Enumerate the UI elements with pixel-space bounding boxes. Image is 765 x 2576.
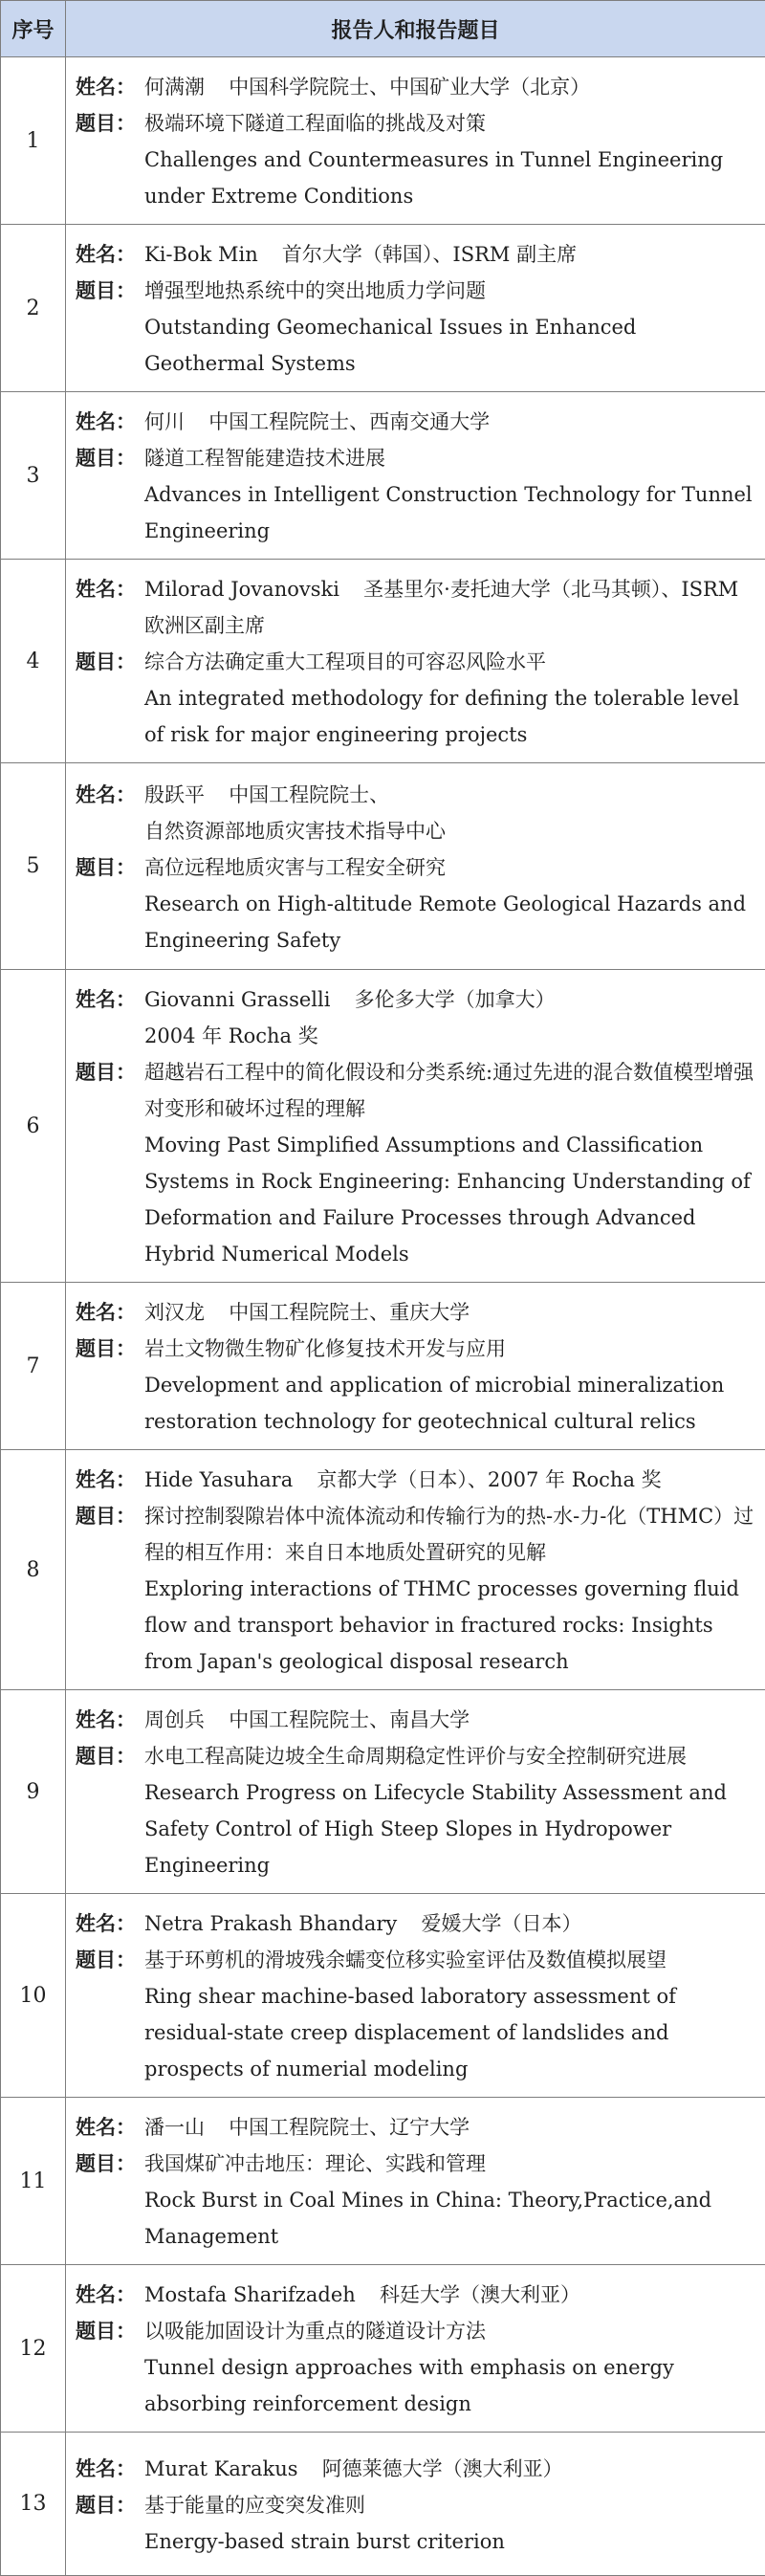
table-row bbox=[1, 560, 765, 763]
topic-label: 题目： bbox=[76, 1738, 144, 1774]
topic-english: Research on High-altitude Remote Geological Hazards and Engineering Safety bbox=[76, 886, 755, 958]
topic-chinese: 增强型地热系统中的突出地质力学问题 bbox=[144, 273, 755, 309]
topic-english: Research Progress on Lifecycle Stability Assessment and Safety Control of High Steep Slopes in Hydropower Engineering bbox=[76, 1774, 755, 1883]
speaker-name: Netra Prakash Bhandary bbox=[144, 1912, 397, 1935]
row-number: 6 bbox=[1, 970, 66, 1283]
speaker-affiliation: 科廷大学（澳大利亚） bbox=[380, 2283, 580, 2306]
name-line bbox=[76, 236, 755, 273]
topic-chinese: 岩土文物微生物矿化修复技术开发与应用 bbox=[144, 1331, 755, 1367]
topic-label: 题目： bbox=[76, 105, 144, 142]
name-and-affiliation bbox=[144, 2277, 755, 2313]
row-details bbox=[66, 1283, 765, 1450]
topic-line bbox=[76, 1331, 755, 1367]
row-details bbox=[66, 2098, 765, 2265]
speaker-affiliation: 中国科学院院士、中国矿业大学（北京） bbox=[229, 76, 590, 99]
topic-label: 题目： bbox=[76, 849, 144, 886]
name-label: 姓名： bbox=[76, 777, 144, 813]
name-line bbox=[76, 1905, 755, 1942]
row-details bbox=[66, 1450, 765, 1690]
row-details bbox=[66, 2433, 765, 2576]
topic-chinese: 基于环剪机的滑坡残余蠕变位移实验室评估及数值模拟展望 bbox=[144, 1942, 755, 1978]
topic-chinese: 我国煤矿冲击地压：理论、实践和管理 bbox=[144, 2146, 755, 2182]
topic-chinese: 超越岩石工程中的简化假设和分类系统:通过先进的混合数值模型增强对变形和破坏过程的理解 bbox=[144, 1054, 755, 1127]
topic-label: 题目： bbox=[76, 644, 144, 680]
topic-line bbox=[76, 2313, 755, 2349]
speaker-name: Giovanni Grasselli bbox=[144, 988, 330, 1011]
name-label: 姓名： bbox=[76, 2277, 144, 2313]
name-label: 姓名： bbox=[76, 236, 144, 273]
speaker-name: 何川 bbox=[144, 410, 185, 433]
topic-english: Advances in Intelligent Construction Technology for Tunnel Engineering bbox=[76, 476, 755, 549]
name-and-affiliation bbox=[144, 571, 755, 644]
table-row bbox=[1, 2098, 765, 2265]
name-line bbox=[76, 981, 755, 1018]
header-title: 报告人和报告题目 bbox=[66, 1, 765, 57]
name-and-affiliation bbox=[144, 981, 755, 1018]
topic-line bbox=[76, 1942, 755, 1978]
name-and-affiliation bbox=[144, 404, 755, 440]
row-details bbox=[66, 225, 765, 392]
speaker-name: Murat Karakus bbox=[144, 2457, 298, 2480]
name-line bbox=[76, 2109, 755, 2146]
speaker-affiliation: 中国工程院院士、南昌大学 bbox=[229, 1708, 470, 1731]
table-row bbox=[1, 1450, 765, 1690]
name-line bbox=[76, 571, 755, 644]
topic-english: Exploring interactions of THMC processes governing fluid flow and transport behavior in fractured rocks: Insights from Japan's geological disposal research bbox=[76, 1571, 755, 1680]
name-label: 姓名： bbox=[76, 1905, 144, 1942]
name-and-affiliation bbox=[144, 777, 755, 813]
header-row bbox=[1, 1, 765, 57]
name-line bbox=[76, 1294, 755, 1331]
speaker-affiliation: 首尔大学（韩国）、ISRM 副主席 bbox=[282, 243, 577, 266]
row-details bbox=[66, 2265, 765, 2433]
topic-chinese: 探讨控制裂隙岩体中流体流动和传输行为的热-水-力-化（THMC）过程的相互作用：来自日本地质处置研究的见解 bbox=[144, 1498, 755, 1571]
topic-chinese: 隧道工程智能建造技术进展 bbox=[144, 440, 755, 476]
name-and-affiliation bbox=[144, 2109, 755, 2146]
topic-english: Tunnel design approaches with emphasis on energy absorbing reinforcement design bbox=[76, 2349, 755, 2422]
name-label: 姓名： bbox=[76, 404, 144, 440]
name-line bbox=[76, 1702, 755, 1738]
topic-english: Energy-based strain burst criterion bbox=[76, 2523, 755, 2560]
name-and-affiliation bbox=[144, 2451, 755, 2487]
topic-line bbox=[76, 2146, 755, 2182]
topic-chinese: 综合方法确定重大工程项目的可容忍风险水平 bbox=[144, 644, 755, 680]
topic-label: 题目： bbox=[76, 1498, 144, 1571]
speaker-affiliation: 中国工程院院士、重庆大学 bbox=[229, 1301, 470, 1324]
speaker-affiliation: 京都大学（日本）、2007 年 Rocha 奖 bbox=[317, 1468, 661, 1491]
speaker-affiliation: 中国工程院院士、辽宁大学 bbox=[229, 2116, 470, 2139]
speaker-affiliation: 中国工程院院士、西南交通大学 bbox=[208, 410, 490, 433]
speaker-affiliation: 中国工程院院士、 bbox=[229, 783, 389, 806]
row-number: 13 bbox=[1, 2433, 66, 2576]
name-line bbox=[76, 404, 755, 440]
header-number: 序号 bbox=[1, 1, 66, 57]
name-label: 姓名： bbox=[76, 981, 144, 1018]
name-and-affiliation bbox=[144, 1905, 755, 1942]
row-number: 5 bbox=[1, 763, 66, 970]
name-and-affiliation bbox=[144, 1294, 755, 1331]
name-and-affiliation bbox=[144, 69, 755, 105]
topic-english: Rock Burst in Coal Mines in China: Theory,Practice,and Management bbox=[76, 2182, 755, 2255]
topic-label: 题目： bbox=[76, 1054, 144, 1127]
row-number: 9 bbox=[1, 1690, 66, 1894]
row-details bbox=[66, 1690, 765, 1894]
name-label: 姓名： bbox=[76, 1702, 144, 1738]
row-number: 8 bbox=[1, 1450, 66, 1690]
topic-line bbox=[76, 1738, 755, 1774]
topic-label: 题目： bbox=[76, 440, 144, 476]
name-label: 姓名： bbox=[76, 69, 144, 105]
topic-english: Outstanding Geomechanical Issues in Enhanced Geothermal Systems bbox=[76, 309, 755, 382]
topic-english: Challenges and Countermeasures in Tunnel Engineering under Extreme Conditions bbox=[76, 142, 755, 214]
topic-chinese: 水电工程高陡边坡全生命周期稳定性评价与安全控制研究进展 bbox=[144, 1738, 755, 1774]
table-row bbox=[1, 2265, 765, 2433]
name-line bbox=[76, 1462, 755, 1498]
row-number: 12 bbox=[1, 2265, 66, 2433]
topic-chinese: 以吸能加固设计为重点的隧道设计方法 bbox=[144, 2313, 755, 2349]
name-label: 姓名： bbox=[76, 2109, 144, 2146]
row-number: 3 bbox=[1, 392, 66, 560]
row-number: 11 bbox=[1, 2098, 66, 2265]
topic-label: 题目： bbox=[76, 2313, 144, 2349]
table-row bbox=[1, 970, 765, 1283]
topic-english: Ring shear machine-based laboratory assessment of residual-state creep displacement of landslides and prospects of numerial modeling bbox=[76, 1978, 755, 2087]
speaker-name: 周创兵 bbox=[144, 1708, 205, 1731]
name-label: 姓名： bbox=[76, 2451, 144, 2487]
name-label: 姓名： bbox=[76, 571, 144, 644]
row-details bbox=[66, 970, 765, 1283]
name-label: 姓名： bbox=[76, 1294, 144, 1331]
topic-line bbox=[76, 105, 755, 142]
speaker-name: 殷跃平 bbox=[144, 783, 205, 806]
affiliation-extra: 2004 年 Rocha 奖 bbox=[76, 1018, 755, 1054]
speaker-name: Milorad Jovanovski bbox=[144, 578, 339, 601]
speaker-name: 何满潮 bbox=[144, 76, 205, 99]
table-row bbox=[1, 2433, 765, 2576]
name-line bbox=[76, 2277, 755, 2313]
affiliation-extra: 自然资源部地质灾害技术指导中心 bbox=[76, 813, 755, 849]
name-line bbox=[76, 69, 755, 105]
topic-line bbox=[76, 1498, 755, 1571]
topic-line bbox=[76, 273, 755, 309]
name-and-affiliation bbox=[144, 236, 755, 273]
table-row bbox=[1, 1283, 765, 1450]
speaker-name: Hide Yasuhara bbox=[144, 1468, 293, 1491]
name-line bbox=[76, 2451, 755, 2487]
topic-english: An integrated methodology for defining the tolerable level of risk for major engineering projects bbox=[76, 680, 755, 753]
row-number: 2 bbox=[1, 225, 66, 392]
topic-line bbox=[76, 1054, 755, 1127]
name-and-affiliation bbox=[144, 1462, 755, 1498]
row-details bbox=[66, 392, 765, 560]
topic-chinese: 高位远程地质灾害与工程安全研究 bbox=[144, 849, 755, 886]
row-details bbox=[66, 763, 765, 970]
row-details bbox=[66, 560, 765, 763]
table-row bbox=[1, 763, 765, 970]
speaker-affiliation: 圣基里尔·麦托迪大学（北马其顿）、ISRM 欧洲区副主席 bbox=[144, 578, 738, 637]
table-row bbox=[1, 1894, 765, 2098]
name-line bbox=[76, 777, 755, 813]
speaker-name: 潘一山 bbox=[144, 2116, 205, 2139]
topic-label: 题目： bbox=[76, 1942, 144, 1978]
topic-label: 题目： bbox=[76, 2146, 144, 2182]
topic-line bbox=[76, 440, 755, 476]
row-number: 7 bbox=[1, 1283, 66, 1450]
topic-chinese: 极端环境下隧道工程面临的挑战及对策 bbox=[144, 105, 755, 142]
row-details bbox=[66, 57, 765, 225]
speaker-affiliation: 多伦多大学（加拿大） bbox=[355, 988, 556, 1011]
row-number: 1 bbox=[1, 57, 66, 225]
speaker-affiliation: 爱媛大学（日本） bbox=[421, 1912, 581, 1935]
speaker-name: Ki-Bok Min bbox=[144, 243, 258, 266]
row-number: 4 bbox=[1, 560, 66, 763]
topic-line bbox=[76, 644, 755, 680]
topic-label: 题目： bbox=[76, 273, 144, 309]
topic-english: Moving Past Simplified Assumptions and Classification Systems in Rock Engineering: Enhancing Understanding of Deformation and Failure Processes through Advanced Hybrid Numerical Models bbox=[76, 1127, 755, 1272]
name-and-affiliation bbox=[144, 1702, 755, 1738]
speaker-name: 刘汉龙 bbox=[144, 1301, 205, 1324]
speaker-affiliation: 阿德莱德大学（澳大利亚） bbox=[322, 2457, 563, 2480]
row-details bbox=[66, 1894, 765, 2098]
name-label: 姓名： bbox=[76, 1462, 144, 1498]
topic-line bbox=[76, 849, 755, 886]
speaker-name: Mostafa Sharifzadeh bbox=[144, 2283, 356, 2306]
topic-english: Development and application of microbial mineralization restoration technology for geotechnical cultural relics bbox=[76, 1367, 755, 1440]
table-row bbox=[1, 225, 765, 392]
topic-line bbox=[76, 2487, 755, 2523]
topic-chinese: 基于能量的应变突发准则 bbox=[144, 2487, 755, 2523]
row-number: 10 bbox=[1, 1894, 66, 2098]
table-row bbox=[1, 1690, 765, 1894]
topic-label: 题目： bbox=[76, 2487, 144, 2523]
topic-label: 题目： bbox=[76, 1331, 144, 1367]
table-row bbox=[1, 57, 765, 225]
table-row bbox=[1, 392, 765, 560]
